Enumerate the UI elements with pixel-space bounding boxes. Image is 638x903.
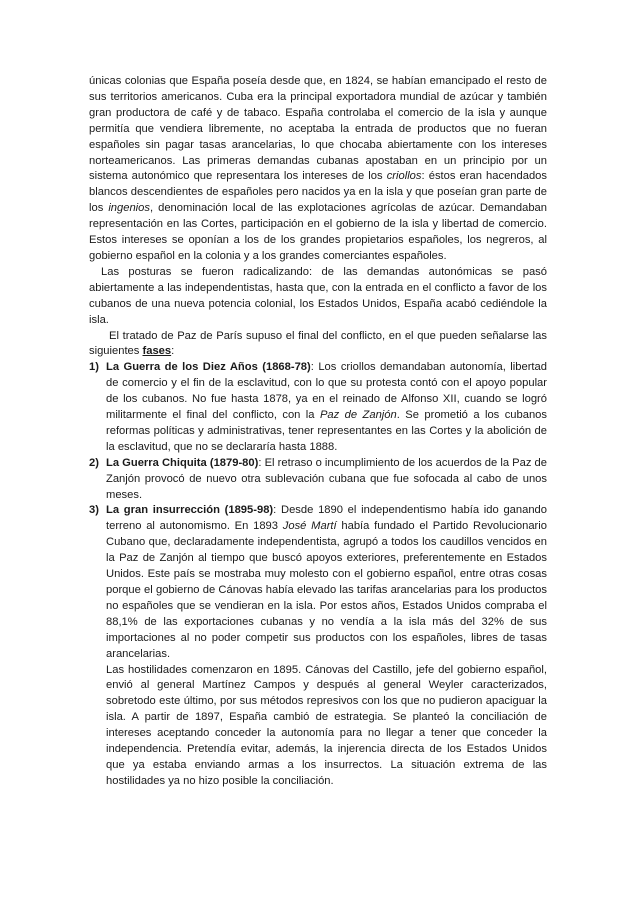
term-ingenios: ingenios (108, 202, 150, 215)
phase-number: 2) (89, 456, 99, 469)
phase-title: La Guerra de los Diez Años (1868-78) (106, 361, 311, 374)
text: únicas colonias que España poseía desde que, en 1824, se habían emancipado el resto de sus territorios americanos. Cuba era la principal exportadora mundial de azúcar y también gran productora de café y de tabaco. España controlaba el comercio de la isla y aunque permitía que vendiera libremente, no aceptaba la entrada de productos que no fueran españoles sin pagar tasas arancelarias, lo que chocaba abiertamente con los intereses norteamericanos. Las primeras demandas cubanas apostaban en un principio por un sistema autonómico que representara los intereses de los (89, 75, 547, 183)
text: , denominación local de las explotaciones agrícolas de azúcar. Demandaban representación en las Cortes, participación en el gobierno de la isla y libertad de comercio. Estos intereses se oponían a los de los grandes propietarios españoles, los negreros, al gobierno español en la colonia y a los grandes comerciantes españoles. (89, 202, 547, 262)
text: : éstos eran hacendados blancos descendientes de españoles pero nacidos ya en la isla y que poseían gran parte de los (89, 170, 548, 215)
phase-title: La Guerra Chiquita (1879-80) (106, 456, 259, 469)
phase-number: 3) (89, 504, 99, 517)
text: : (171, 345, 175, 358)
phase-title: La gran insurrección (1895-98) (106, 504, 274, 517)
paragraph-treaty (89, 329, 547, 361)
document-page (89, 74, 547, 790)
phases-list (89, 360, 547, 662)
paragraph-colonies (89, 74, 547, 265)
text: El tratado de Paz de París supuso el final del conflicto, en el que pueden señalarse las siguientes (89, 329, 547, 358)
text: : Desde 1890 el independentismo había ido ganando terreno al autonomismo. En 1893 (106, 504, 548, 533)
phase-number: 1) (89, 361, 99, 374)
phase-item-3 (89, 503, 547, 662)
text: . Se prometió a los cubanos reformas políticas y administrativas, tener representantes en las Cortes y la abolición de la esclavitud, que no se declararía hasta 1888. (106, 409, 547, 453)
term-paz-de-zanjon: Paz de Zanjón (319, 409, 397, 422)
term-jose-marti: José Martí (282, 520, 337, 533)
term-criollos: criollos (386, 170, 422, 183)
paragraph-radicalization: Las posturas se fueron radicalizando: de las demandas autonómicas se pasó abiertamente a las independentistas, hasta que, con la entrada en el conflicto a favor de los cubanos de una nueva potencia colonial, los Estados Unidos, España acabó cediéndole la isla. (89, 265, 547, 326)
text: : Los criollos demandaban autonomía, libertad de comercio y el fin de la esclavitud, con lo que su protesta contó con el apoyo popular de los cubanos. No fue hasta 1878, ya en el reinado de Alfonso XII, cuando se logró militarmente el final del conflicto, con la (106, 361, 547, 422)
term-fases: fases (142, 345, 172, 358)
phase-item-1 (89, 360, 547, 455)
phase-item-2 (89, 456, 547, 504)
text: había fundado el Partido Revolucionario Cubano que, declaradamente independentista, agrupó a todos los caudillos vencidos en la Paz de Zanjón al tiempo que buscó apoyos exteriores, preferentemente en Estados Unidos. Este país se mostraba muy molesto con el gobierno español, entre otras cosas porque el gobierno de Cánovas había elevado las tarifas arancelarias para los productos no españoles que se vendieran en la isla. Por estos años, Estados Unidos compraba el 88,1% de las exportaciones cubanas y no vendía a la isla más del 32% de sus importaciones al no poder competir sus productos con los españoles, libres de tasas arancelarias. (106, 520, 547, 660)
text: : El retraso o incumplimiento de los acuerdos de la Paz de Zanjón provocó de nuevo otra sublevación cubana que fue sofocada al cabo de unos meses. (106, 456, 548, 501)
paragraph-hostilities: Las hostilidades comenzaron en 1895. Cánovas del Castillo, jefe del gobierno español, envió al general Martínez Campos y después al general Weyler caracterizados, sobretodo este último, por sus métodos represivos con los que no pudieron apaciguar la isla. A partir de 1897, España cambió de estrategia. Se planteó la conciliación de intereses aceptando conceder la autonomía para no llegar a tener que conceder la independencia. Pretendía evitar, además, la injerencia directa de los Estados Unidos que ya estaba enviando armas a los insurrectos. La situación extrema de las hostilidades ya no hizo posible la conciliación. (106, 663, 547, 787)
